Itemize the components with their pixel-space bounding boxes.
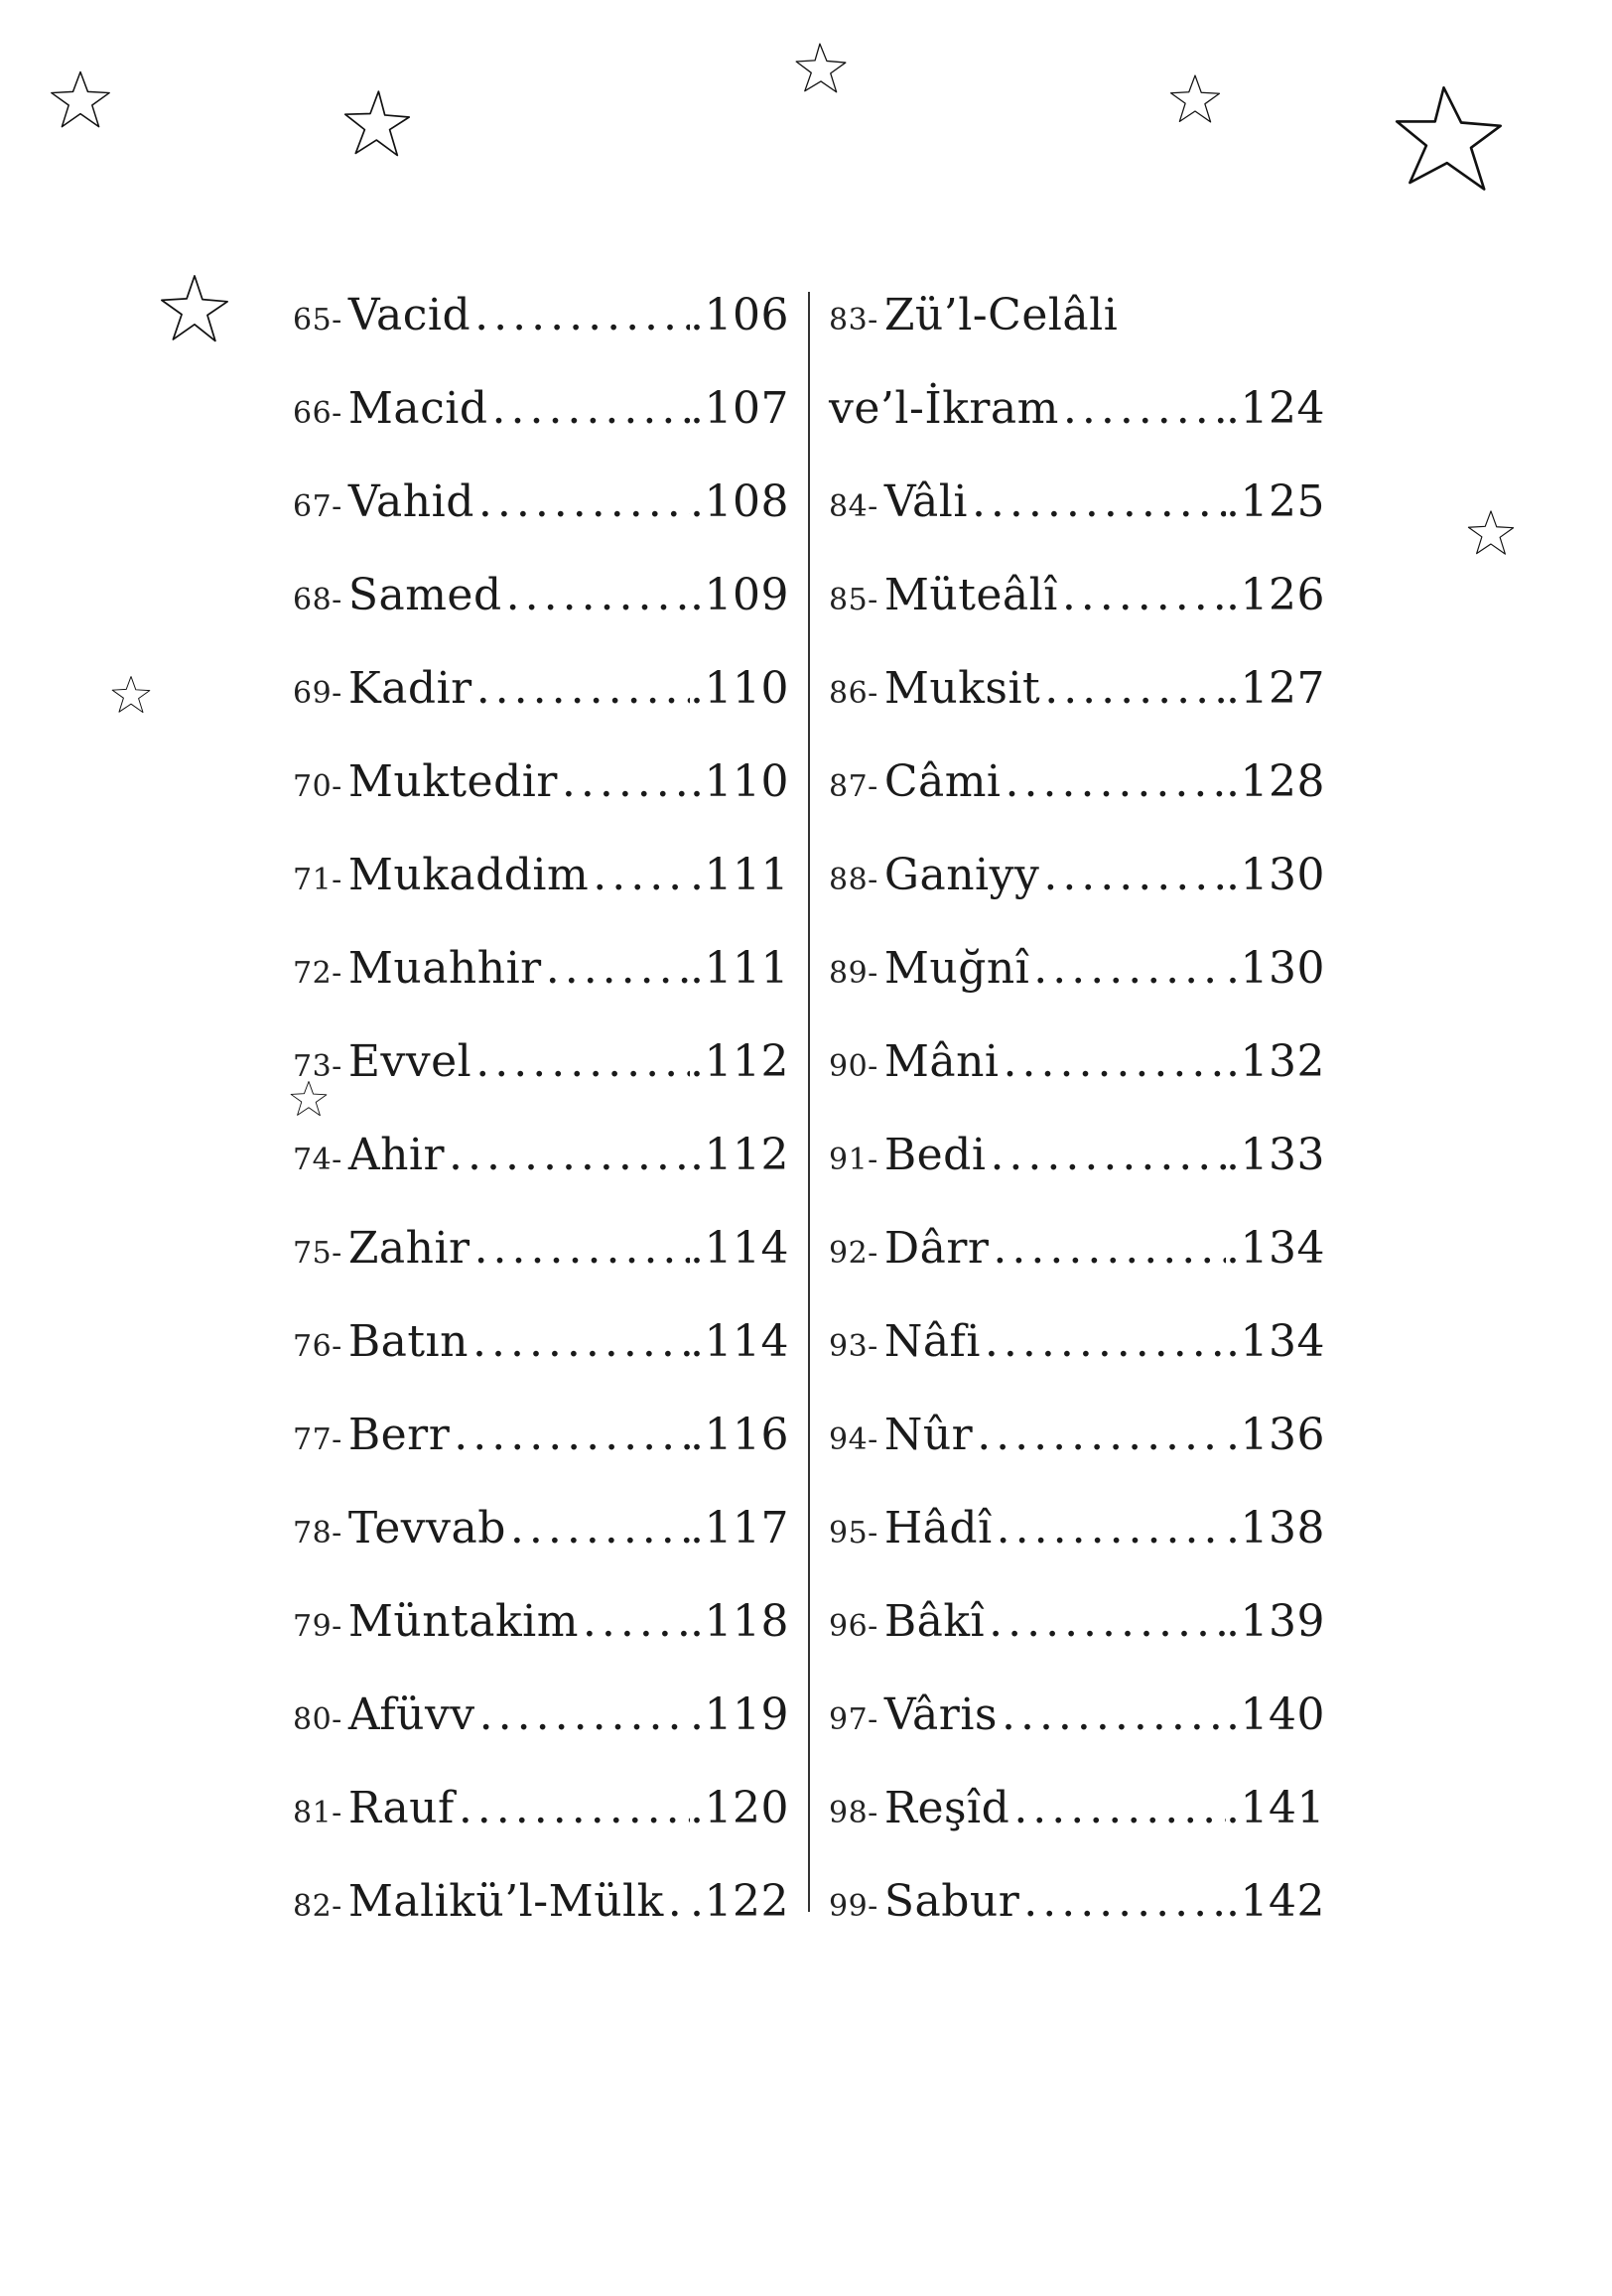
entry-page: .142 bbox=[1226, 1876, 1325, 1927]
toc-entry[interactable] bbox=[293, 286, 789, 345]
entry-name: Evvel bbox=[347, 1036, 472, 1087]
entry-number: 71- bbox=[293, 863, 342, 897]
entry-page: .111 bbox=[690, 850, 789, 900]
dot-leader bbox=[471, 1032, 690, 1092]
entry-number: 87- bbox=[829, 769, 878, 804]
entry-name: Muğnî bbox=[883, 943, 1030, 994]
dot-leader bbox=[1058, 566, 1226, 625]
entry-name: Ahir bbox=[347, 1130, 446, 1180]
entry-page: .114 bbox=[690, 1223, 789, 1274]
entry-number: 83- bbox=[829, 303, 878, 338]
entry-page: .110 bbox=[690, 756, 789, 807]
entry-name: Müntakim bbox=[347, 1596, 579, 1647]
toc-entry[interactable] bbox=[293, 1592, 789, 1652]
toc-entry[interactable] bbox=[293, 379, 789, 439]
star-outline-icon bbox=[342, 89, 412, 159]
star-outline-icon bbox=[50, 69, 111, 131]
entry-page: .106 bbox=[690, 290, 789, 340]
toc-entry[interactable] bbox=[829, 1312, 1325, 1372]
entry-page: .120 bbox=[690, 1783, 789, 1833]
dot-leader bbox=[1009, 1779, 1226, 1838]
toc-entry[interactable] bbox=[293, 1779, 789, 1838]
toc-entry[interactable] bbox=[293, 566, 789, 625]
entry-number: 99- bbox=[829, 1889, 878, 1924]
entry-name: Samed bbox=[347, 570, 502, 620]
entry-number: 79- bbox=[293, 1609, 342, 1644]
entry-page: .126 bbox=[1226, 570, 1325, 620]
toc-entry[interactable] bbox=[829, 473, 1325, 532]
entry-name: ve’l-İkram bbox=[829, 383, 1059, 434]
entry-number: 82- bbox=[293, 1889, 342, 1924]
toc-entry[interactable] bbox=[293, 1312, 789, 1372]
dot-leader bbox=[475, 1686, 690, 1745]
entry-name: Vahid bbox=[347, 476, 474, 527]
entry-name: Batın bbox=[347, 1316, 469, 1367]
entry-page: .109 bbox=[690, 570, 789, 620]
toc-entry[interactable] bbox=[293, 1686, 789, 1745]
toc-entry[interactable] bbox=[829, 1219, 1325, 1279]
entry-page: .111 bbox=[690, 943, 789, 994]
dot-leader bbox=[558, 752, 690, 812]
toc-entry[interactable] bbox=[829, 1406, 1325, 1465]
entry-page: .128 bbox=[1226, 756, 1325, 807]
toc-entry[interactable] bbox=[829, 286, 1325, 345]
star-outline-icon bbox=[111, 675, 151, 715]
dot-leader bbox=[1002, 752, 1227, 812]
toc-entry[interactable] bbox=[829, 566, 1325, 625]
dot-leader bbox=[542, 939, 690, 999]
entry-name: Kadir bbox=[347, 663, 472, 714]
entry-name: Vâris bbox=[883, 1689, 998, 1740]
dot-leader bbox=[1039, 846, 1226, 905]
star-outline-icon bbox=[1467, 509, 1515, 557]
entry-name: Reşîd bbox=[883, 1783, 1010, 1833]
toc-entry[interactable] bbox=[829, 939, 1325, 999]
entry-number: 97- bbox=[829, 1702, 878, 1737]
entry-number: 72- bbox=[293, 956, 342, 991]
column-divider bbox=[808, 292, 810, 1912]
entry-page: .134 bbox=[1226, 1316, 1325, 1367]
entry-page: .124 bbox=[1226, 383, 1325, 434]
dot-leader bbox=[470, 1219, 690, 1279]
toc-entry[interactable] bbox=[293, 473, 789, 532]
star-outline-icon bbox=[1169, 73, 1221, 125]
entry-number: 89- bbox=[829, 956, 878, 991]
entry-page: .140 bbox=[1226, 1689, 1325, 1740]
toc-entry[interactable] bbox=[829, 1499, 1325, 1558]
entry-name: Mukaddim bbox=[347, 850, 590, 900]
entry-name: Macid bbox=[347, 383, 488, 434]
entry-page: .138 bbox=[1226, 1503, 1325, 1553]
entry-number: 86- bbox=[829, 676, 878, 711]
dot-leader bbox=[502, 566, 690, 625]
entry-name: Ganiyy bbox=[883, 850, 1040, 900]
dot-leader bbox=[506, 1499, 690, 1558]
entry-number: 67- bbox=[293, 489, 342, 524]
dot-leader bbox=[998, 1686, 1226, 1745]
entry-number: 80- bbox=[293, 1702, 342, 1737]
dot-leader bbox=[470, 286, 690, 345]
dot-leader bbox=[445, 1126, 690, 1185]
entry-page: .117 bbox=[690, 1503, 789, 1553]
entry-page: .107 bbox=[690, 383, 789, 434]
entry-name: Muksit bbox=[883, 663, 1041, 714]
entry-number: 75- bbox=[293, 1236, 342, 1271]
entry-number: 85- bbox=[829, 583, 878, 617]
toc-entry[interactable] bbox=[293, 1872, 789, 1932]
entry-page: .118 bbox=[690, 1596, 789, 1647]
dot-leader bbox=[1040, 659, 1226, 719]
entry-number: 65- bbox=[293, 303, 342, 338]
dot-leader bbox=[589, 846, 690, 905]
dot-leader bbox=[474, 473, 690, 532]
dot-leader bbox=[1029, 939, 1226, 999]
entry-number: 74- bbox=[293, 1143, 342, 1177]
dot-leader bbox=[1000, 1032, 1227, 1092]
toc-entry[interactable] bbox=[293, 1406, 789, 1465]
toc-entry[interactable] bbox=[829, 1872, 1325, 1932]
entry-page: .108 bbox=[690, 476, 789, 527]
entry-number: 94- bbox=[829, 1422, 878, 1457]
entry-page: .127 bbox=[1226, 663, 1325, 714]
dot-leader bbox=[973, 1406, 1226, 1465]
entry-name: Afüvv bbox=[347, 1689, 475, 1740]
entry-number: 98- bbox=[829, 1796, 878, 1830]
toc-entry[interactable] bbox=[829, 752, 1325, 812]
entry-name: Muahhir bbox=[347, 943, 542, 994]
entry-page: .119 bbox=[690, 1689, 789, 1740]
entry-number: 91- bbox=[829, 1143, 878, 1177]
entry-name: Rauf bbox=[347, 1783, 455, 1833]
entry-name: Vacid bbox=[347, 290, 471, 340]
dot-leader bbox=[579, 1592, 690, 1652]
entry-number: 66- bbox=[293, 396, 342, 431]
toc-entry[interactable] bbox=[293, 939, 789, 999]
toc-entry[interactable] bbox=[293, 846, 789, 905]
dot-leader bbox=[1059, 379, 1226, 439]
dot-leader bbox=[469, 1312, 690, 1372]
entry-number: 90- bbox=[829, 1049, 878, 1084]
entry-page: .130 bbox=[1226, 850, 1325, 900]
toc-entry[interactable] bbox=[829, 1686, 1325, 1745]
entry-name: Sabur bbox=[883, 1876, 1020, 1927]
toc-entry[interactable] bbox=[293, 752, 789, 812]
star-outline-icon bbox=[1395, 84, 1504, 194]
entry-page: .114 bbox=[690, 1316, 789, 1367]
toc-entry[interactable] bbox=[293, 1032, 789, 1092]
dot-leader bbox=[472, 659, 690, 719]
entry-number: 81- bbox=[293, 1796, 342, 1830]
toc-entry[interactable] bbox=[829, 1592, 1325, 1652]
entry-name: Zü’l-Celâli bbox=[883, 290, 1119, 340]
table-of-contents bbox=[293, 286, 1325, 1934]
entry-number: 96- bbox=[829, 1609, 878, 1644]
toc-entry[interactable] bbox=[293, 659, 789, 719]
entry-name: Berr bbox=[347, 1410, 451, 1460]
entry-name: Nâfi bbox=[883, 1316, 981, 1367]
toc-entry-continuation[interactable] bbox=[829, 379, 1325, 439]
entry-page: .139 bbox=[1226, 1596, 1325, 1647]
entry-number: 88- bbox=[829, 863, 878, 897]
entry-name: Bedi bbox=[883, 1130, 987, 1180]
entry-name: Malikü’l-Mülk bbox=[347, 1876, 664, 1927]
entry-name: Dârr bbox=[883, 1223, 990, 1274]
toc-entry[interactable] bbox=[829, 1032, 1325, 1092]
entry-number: 95- bbox=[829, 1516, 878, 1551]
toc-entry[interactable] bbox=[829, 846, 1325, 905]
toc-entry[interactable] bbox=[293, 1219, 789, 1279]
entry-number: 69- bbox=[293, 676, 342, 711]
entry-number: 92- bbox=[829, 1236, 878, 1271]
entry-name: Zahir bbox=[347, 1223, 470, 1274]
entry-number: 78- bbox=[293, 1516, 342, 1551]
dot-leader bbox=[986, 1126, 1226, 1185]
entry-name: Vâli bbox=[883, 476, 968, 527]
dot-leader bbox=[664, 1872, 690, 1932]
entry-page: .122 bbox=[690, 1876, 789, 1927]
entry-page: .112 bbox=[690, 1036, 789, 1087]
toc-entry[interactable] bbox=[829, 1779, 1325, 1838]
entry-name: Muktedir bbox=[347, 756, 558, 807]
entry-page: .112 bbox=[690, 1130, 789, 1180]
entry-name: Nûr bbox=[883, 1410, 974, 1460]
entry-page: .116 bbox=[690, 1410, 789, 1460]
toc-entry[interactable] bbox=[829, 659, 1325, 719]
toc-entry[interactable] bbox=[829, 1126, 1325, 1185]
entry-number: 70- bbox=[293, 769, 342, 804]
entry-name: Mâni bbox=[883, 1036, 1000, 1087]
entry-name: Müteâlî bbox=[883, 570, 1058, 620]
dot-leader bbox=[989, 1219, 1226, 1279]
entry-number: 73- bbox=[293, 1049, 342, 1084]
dot-leader bbox=[985, 1592, 1226, 1652]
dot-leader bbox=[968, 473, 1226, 532]
dot-leader bbox=[1019, 1872, 1226, 1932]
dot-leader bbox=[487, 379, 690, 439]
entry-number: 68- bbox=[293, 583, 342, 617]
entry-number: 84- bbox=[829, 489, 878, 524]
entry-page: .125 bbox=[1226, 476, 1325, 527]
toc-entry[interactable] bbox=[293, 1499, 789, 1558]
dot-leader bbox=[981, 1312, 1226, 1372]
entry-page: .136 bbox=[1226, 1410, 1325, 1460]
entry-number: 77- bbox=[293, 1422, 342, 1457]
star-outline-icon bbox=[794, 42, 848, 95]
entry-number: 93- bbox=[829, 1329, 878, 1364]
dot-leader bbox=[993, 1499, 1226, 1558]
dot-leader bbox=[450, 1406, 690, 1465]
entry-page: .133 bbox=[1226, 1130, 1325, 1180]
entry-name: Câmi bbox=[883, 756, 1002, 807]
entry-page: .134 bbox=[1226, 1223, 1325, 1274]
star-outline-icon bbox=[159, 273, 230, 344]
entry-name: Bâkî bbox=[883, 1596, 986, 1647]
entry-name: Hâdî bbox=[883, 1503, 993, 1553]
toc-entry[interactable] bbox=[293, 1126, 789, 1185]
entry-page: .132 bbox=[1226, 1036, 1325, 1087]
entry-name: Tevvab bbox=[347, 1503, 506, 1553]
entry-page: .130 bbox=[1226, 943, 1325, 994]
entry-page: .110 bbox=[690, 663, 789, 714]
entry-page: .141 bbox=[1226, 1783, 1325, 1833]
dot-leader bbox=[455, 1779, 690, 1838]
entry-number: 76- bbox=[293, 1329, 342, 1364]
